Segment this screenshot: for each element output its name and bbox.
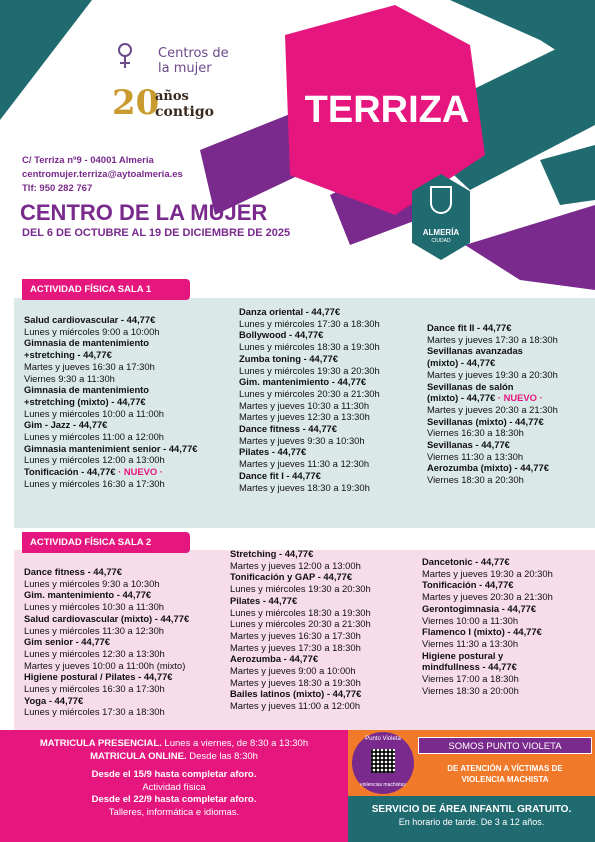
activity-schedule: Lunes y miércoles 17:30 a 18:30h bbox=[239, 317, 380, 329]
activity-item bbox=[427, 439, 592, 462]
activity-item bbox=[239, 376, 429, 423]
activity-name: Gim senior - 44,77€ bbox=[24, 636, 110, 648]
activity-name: Flamenco I (mixto) - 44,77€ bbox=[422, 626, 542, 638]
activity-name: Sevillanas - 44,77€ bbox=[427, 439, 510, 451]
activity-name: Salud cardiovascular (mixto) - 44,77€ bbox=[24, 612, 190, 624]
activity-schedule: Lunes y miércoles 18:30 a 19:30h bbox=[239, 341, 380, 353]
activity-name: Yoga - 44,77€ bbox=[24, 694, 84, 706]
activity-item bbox=[422, 603, 592, 626]
badge-bottom-text: violencias machistas bbox=[360, 782, 406, 788]
activity-name: Dance fit II - 44,77€ bbox=[427, 322, 512, 333]
activity-name: Gimnasia de mantenimiento bbox=[24, 384, 150, 396]
activity-schedule: Viernes 9:30 a 11:30h bbox=[24, 372, 115, 384]
activity-schedule: Viernes 18:30 a 20:30h bbox=[427, 474, 524, 486]
activity-name: Gimnasia de mantenimiento bbox=[24, 337, 150, 349]
activity-name: Higiene postural / Pilates - 44,77€ bbox=[24, 671, 173, 683]
activity-item bbox=[24, 589, 234, 612]
sala2-col3 bbox=[422, 556, 592, 696]
header-decoration bbox=[0, 0, 595, 300]
activity-schedule: Lunes y miércoles 20:30 a 21:30h bbox=[239, 387, 380, 399]
activity-schedule: Lunes y miércoles 19:30 a 20:30h bbox=[230, 583, 371, 595]
nuevo-badge: · NUEVO · bbox=[497, 392, 543, 404]
badge-top-text: Punto Violeta bbox=[365, 736, 401, 742]
punto-violeta-title: SOMOS PUNTO VIOLETA bbox=[418, 737, 592, 754]
activity-item bbox=[239, 423, 429, 446]
activity-schedule: Martes y jueves 10:00 a 11:00h (mixto) bbox=[24, 659, 186, 671]
date1: Desde el 15/9 hasta completar aforo. bbox=[91, 769, 257, 780]
activity-schedule: Martes y jueves 12:30 a 13:30h bbox=[239, 411, 370, 423]
activity-name: Gerontogimnasia - 44,77€ bbox=[422, 602, 537, 614]
activity-item bbox=[427, 322, 592, 345]
activity-schedule: Lunes y miércoles 19:30 a 20:30h bbox=[239, 364, 380, 376]
activity-schedule: Martes y jueves 10:30 a 11:30h bbox=[239, 399, 370, 411]
activity-name: Tonificación - 44,77€ bbox=[422, 579, 514, 591]
date2: Desde el 22/9 hasta completar aforo. bbox=[91, 794, 257, 805]
activity-item bbox=[24, 466, 239, 489]
activity-item bbox=[24, 443, 239, 466]
activity-item bbox=[230, 653, 420, 688]
activity-item bbox=[239, 353, 429, 376]
activity-name: Higiene postural y bbox=[422, 649, 504, 661]
activity-item bbox=[24, 566, 234, 589]
anniversary-text1: años bbox=[155, 89, 189, 104]
activity-schedule: Martes y jueves 18:30 a 19:30h bbox=[230, 676, 361, 688]
activity-name: Tonificación y GAP - 44,77€ bbox=[230, 571, 353, 583]
activity-schedule: Lunes y miércoles 16:30 a 17:30h bbox=[24, 477, 165, 489]
city-logo-line1: ALMERÍA bbox=[422, 228, 460, 237]
activity-name-cont: (mixto) - 44,77€ bbox=[427, 357, 496, 369]
phone: Tlf: 950 282 767 bbox=[22, 183, 93, 194]
activity-schedule: Lunes y miércoles 9:30 a 10:30h bbox=[24, 577, 160, 589]
activity-name: Pilates - 44,77€ bbox=[230, 594, 298, 606]
activity-item bbox=[239, 329, 429, 352]
activity-item bbox=[24, 337, 239, 384]
activity-item bbox=[422, 556, 592, 579]
activity-name: Dance fitness - 44,77€ bbox=[239, 423, 337, 435]
activity-schedule: Lunes y miércoles 11:00 a 12:00h bbox=[24, 431, 165, 443]
activity-schedule: Lunes y miércoles 11:30 a 12:30h bbox=[24, 624, 165, 636]
qr-code-icon[interactable] bbox=[368, 746, 398, 776]
activity-item bbox=[230, 595, 420, 654]
activity-schedule: Martes y jueves 19:30 a 20:30h bbox=[427, 368, 558, 380]
logo-line2: la mujer bbox=[158, 61, 212, 76]
activity-name: Salud cardiovascular - 44,77€ bbox=[24, 314, 156, 325]
activity-schedule: Martes y jueves 12:00 a 13:00h bbox=[230, 559, 361, 571]
center-name: TERRIZA bbox=[304, 89, 470, 131]
activity-name-cont: mindfullness - 44,77€ bbox=[422, 661, 517, 673]
punto-violeta-text1: DE ATENCIÓN A VÍCTIMAS DE bbox=[447, 764, 563, 773]
activity-name: Pilates - 44,77€ bbox=[239, 446, 307, 458]
activity-schedule: Martes y jueves 11:00 a 12:00h bbox=[230, 700, 361, 712]
activity-item bbox=[427, 462, 592, 485]
activity-schedule: Viernes 16:30 a 18:30h bbox=[427, 427, 524, 439]
activity-schedule: Martes y jueves 16:30 a 17:30h bbox=[230, 629, 361, 641]
activity-name: Bailes latinos (mixto) - 44,77€ bbox=[230, 688, 362, 700]
city-shield-icon bbox=[430, 186, 452, 214]
dates: DEL 6 DE OCTUBRE AL 19 DE DICIEMBRE DE 2025 bbox=[22, 227, 291, 239]
activity-item bbox=[24, 384, 239, 419]
address: C/ Terriza nº9 - 04001 Almería bbox=[22, 155, 154, 166]
anniversary-number: 20 bbox=[112, 83, 160, 123]
activity-schedule: Lunes y miércoles 20:30 a 21:30h bbox=[230, 618, 371, 630]
activity-item bbox=[422, 626, 592, 649]
logo-line1: Centros de bbox=[158, 46, 229, 61]
sala1-col1 bbox=[24, 314, 239, 490]
activity-item bbox=[422, 650, 592, 697]
activity-item bbox=[24, 419, 239, 442]
punto-violeta-text2: VIOLENCIA MACHISTA bbox=[461, 775, 549, 784]
centros-mujer-logo-icon bbox=[115, 42, 139, 72]
activity-schedule: Lunes y miércoles 17:30 a 18:30h bbox=[24, 706, 165, 718]
infantil-title: SERVICIO DE ÁREA INFANTIL GRATUITO. bbox=[371, 804, 572, 815]
activity-name-cont: +stretching - 44,77€ bbox=[24, 349, 112, 361]
activity-item bbox=[427, 345, 592, 380]
activity-name: Stretching - 44,77€ bbox=[230, 548, 314, 559]
page-title: CENTRO DE LA MUJER bbox=[20, 200, 268, 225]
matricula-presencial-text: Lunes a viernes, de 8:30 a 13:30h bbox=[161, 738, 309, 749]
activity-name: Gim - Jazz - 44,77€ bbox=[24, 419, 108, 431]
activity-item bbox=[24, 636, 234, 671]
activity-schedule: Lunes y miércoles 12:00 a 13:00h bbox=[24, 454, 165, 466]
activity-name: Zumba toning - 44,77€ bbox=[239, 352, 338, 364]
activity-schedule: Martes y jueves 18:30 a 19:30h bbox=[239, 481, 370, 493]
activity-item bbox=[24, 613, 234, 636]
anniversary-text2: contigo bbox=[155, 104, 214, 120]
date1-text: Actividad física bbox=[142, 781, 206, 793]
activity-item bbox=[239, 446, 429, 469]
sala1-col2 bbox=[239, 306, 429, 493]
activity-name: Gimnasia mantenimient senior - 44,77€ bbox=[24, 442, 198, 454]
activity-name: Dancetonic - 44,77€ bbox=[422, 556, 510, 567]
activity-schedule: Martes y jueves 17:30 a 18:30h bbox=[230, 641, 361, 653]
activity-name: Gim. mantenimiento - 44,77€ bbox=[239, 376, 367, 388]
sala1-heading: ACTIVIDAD FÍSICA SALA 1 bbox=[22, 279, 190, 300]
infantil-text: En horario de tarde. De 3 a 12 años. bbox=[398, 817, 545, 827]
activity-schedule: Lunes y miércoles 18:30 a 19:30h bbox=[230, 606, 371, 618]
city-logo-line2: CIUDAD bbox=[431, 238, 451, 244]
activity-item bbox=[239, 470, 429, 493]
activity-name-cont: (mixto) - 44,77€ · NUEVO · bbox=[427, 392, 543, 404]
activity-item bbox=[422, 579, 592, 602]
matricula-online-label: MATRICULA ONLINE. bbox=[90, 750, 187, 762]
activity-schedule: Martes y jueves 9:00 a 10:00h bbox=[230, 665, 356, 677]
sala2-col2 bbox=[230, 548, 420, 712]
activity-name: Sevillanas avanzadas bbox=[427, 345, 523, 357]
sala1-col3 bbox=[427, 322, 592, 486]
activity-name: Dance fit I - 44,77€ bbox=[239, 469, 321, 481]
activity-item bbox=[24, 695, 234, 718]
email-link[interactable]: centromujer.terriza@aytoalmeria.es bbox=[22, 169, 183, 180]
activity-schedule: Martes y jueves 20:30 a 21:30h bbox=[427, 403, 558, 415]
activity-name: Dance fitness - 44,77€ bbox=[24, 566, 122, 577]
activity-schedule: Martes y jueves 19:30 a 20:30h bbox=[422, 567, 553, 579]
activity-schedule: Lunes y miércoles 16:30 a 17:30h bbox=[24, 683, 165, 695]
activity-schedule: Lunes y miércoles 10:30 a 11:30h bbox=[24, 601, 165, 613]
sala2-heading: ACTIVIDAD FÍSICA SALA 2 bbox=[22, 532, 190, 553]
activity-item bbox=[427, 416, 592, 439]
activity-schedule: Martes y jueves 9:30 a 10:30h bbox=[239, 434, 365, 446]
activity-item bbox=[230, 571, 420, 594]
activity-name: Aerozumba (mixto) - 44,77€ bbox=[427, 462, 549, 474]
activity-name: Sevillanas de salón bbox=[427, 380, 514, 392]
activity-schedule: Lunes y miércoles 10:00 a 11:00h bbox=[24, 407, 165, 419]
activity-schedule: Lunes y miércoles 9:00 a 10:00h bbox=[24, 325, 160, 337]
activity-schedule: Martes y jueves 17:30 a 18:30h bbox=[427, 333, 558, 345]
matricula-panel bbox=[0, 730, 348, 842]
activity-schedule: Martes y jueves 11:30 a 12:30h bbox=[239, 458, 370, 470]
activity-item bbox=[427, 381, 592, 416]
activity-schedule: Martes y jueves 16:30 a 17:30h bbox=[24, 360, 155, 372]
activity-schedule: Viernes 11:30 a 13:30h bbox=[427, 450, 524, 462]
activity-name: Bollywood - 44,77€ bbox=[239, 329, 324, 341]
activity-schedule: Viernes 10:00 a 11:30h bbox=[422, 614, 519, 626]
activity-item bbox=[24, 314, 239, 337]
activity-name: Sevillanas (mixto) - 44,77€ bbox=[427, 415, 544, 427]
activity-item bbox=[24, 671, 234, 694]
activity-item bbox=[239, 306, 429, 329]
activity-schedule: Viernes 11:30 a 13:30h bbox=[422, 637, 519, 649]
activity-name: Gim. mantenimiento - 44,77€ bbox=[24, 589, 152, 601]
activity-name: Tonificación - 44,77€ · NUEVO · bbox=[24, 466, 163, 478]
activity-item bbox=[230, 548, 420, 571]
nuevo-badge: · NUEVO · bbox=[118, 466, 163, 478]
activity-name: Aerozumba - 44,77€ bbox=[230, 653, 319, 665]
activity-item bbox=[230, 688, 420, 711]
activity-name-cont: +stretching (mixto) - 44,77€ bbox=[24, 395, 146, 407]
date2-text: Talleres, informática e idiomas. bbox=[108, 806, 240, 818]
activity-schedule: Lunes y miércoles 12:30 a 13:30h bbox=[24, 647, 165, 659]
activity-schedule: Viernes 18:30 a 20:00h bbox=[422, 684, 519, 696]
activity-name: Danza oriental - 44,77€ bbox=[239, 306, 341, 317]
sala2-col1 bbox=[24, 566, 234, 718]
activity-schedule: Viernes 17:00 a 18:30h bbox=[422, 673, 519, 685]
matricula-online-text: Desde las 8:30h bbox=[186, 750, 258, 762]
matricula-presencial-label: MATRICULA PRESENCIAL. bbox=[39, 738, 162, 749]
activity-schedule: Martes y jueves 20:30 a 21:30h bbox=[422, 591, 553, 603]
